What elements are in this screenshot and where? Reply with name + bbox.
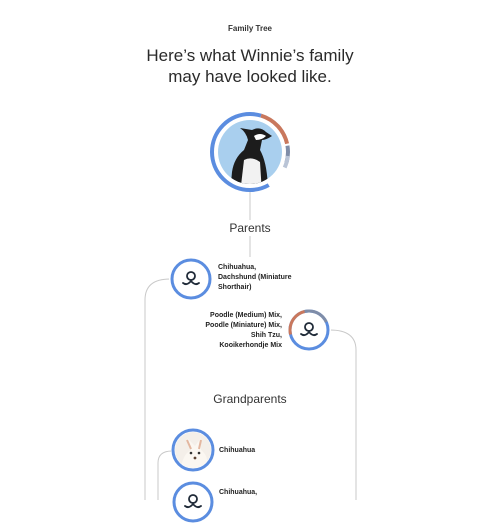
breed-line: Shih Tzu, (250, 332, 282, 339)
breed-line: Dachshund (Miniature (218, 274, 292, 281)
grandparent-1-breeds (219, 446, 329, 456)
dog-photo (208, 110, 292, 194)
grandparent-2-breeds (219, 488, 329, 498)
paw-link-icon (181, 270, 201, 288)
headline-line-1: Here’s what Winnie’s family (146, 46, 354, 65)
breed-line: Chihuahua, (218, 264, 257, 271)
paw-link-icon (183, 493, 203, 511)
breed-line: Chihuahua, (219, 489, 258, 496)
parent-1-breeds (218, 263, 328, 293)
profile-avatar[interactable] (208, 110, 292, 194)
grandparent-node-2[interactable] (171, 480, 215, 524)
grandparent-node-1[interactable] (171, 428, 215, 472)
breed-line: Poodle (Medium) Mix, (210, 312, 282, 319)
parent-node-1[interactable] (169, 257, 213, 301)
section-title-parents: Parents (229, 221, 271, 235)
section-title-grandparents: Grandparents (213, 392, 287, 406)
chihuahua-photo (171, 428, 215, 472)
headline-line-2: may have looked like. (168, 67, 332, 86)
breed-line: Poodle (Miniature) Mix, (205, 322, 282, 329)
breed-line: Chihuahua (219, 447, 256, 454)
breed-line: Shorthair) (218, 284, 252, 291)
paw-link-icon (299, 321, 319, 339)
ancestry-ring (208, 110, 292, 194)
page-headline (0, 45, 500, 87)
parent-node-2[interactable] (287, 308, 331, 352)
parent-2-breeds (172, 311, 282, 351)
breed-line: Kooikerhondje Mix (219, 342, 282, 349)
page-label: Family Tree (227, 24, 273, 33)
